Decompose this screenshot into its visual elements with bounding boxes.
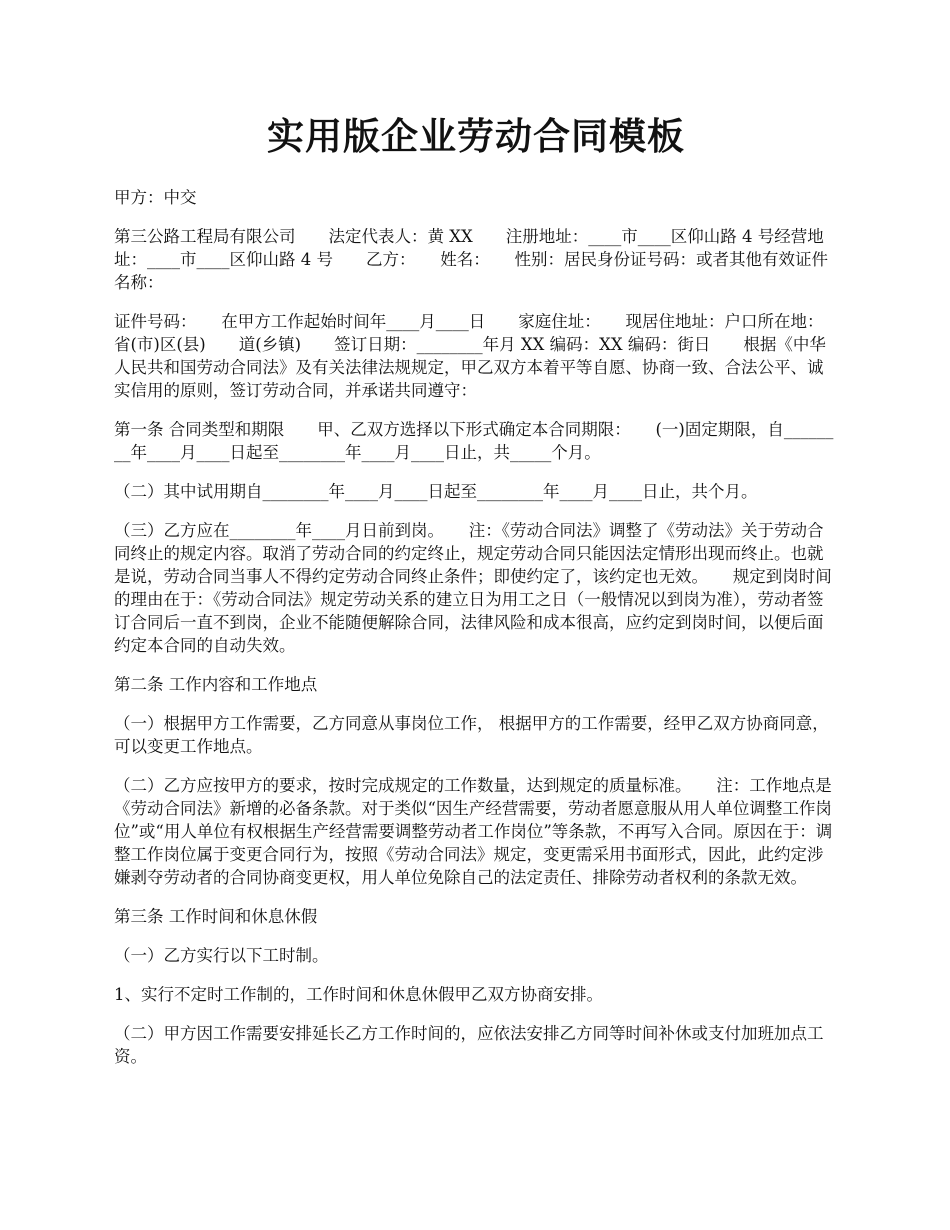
preamble-paragraph: 证件号码： 在甲方工作起始时间年____月____日 家庭住址： 现居住地址：户口所在地：省(市)区(县) 道(乡镇) 签订日期：________年月 XX 编码：XX 编码：街日 根据《中华人民共和国劳动合同法》及有关法律法规规定，甲乙双方本着平等自愿、协商一致、合法公平、诚实信用的原则，签订劳动合同，并承诺共同遵守： bbox=[114, 312, 826, 400]
overtime-paragraph: （二）甲方因工作需要安排延长乙方工作时间的，应依法安排乙方同等时间补休或支付加班加点工资。 bbox=[114, 1024, 824, 1066]
party-a-line: 甲方：中交 bbox=[114, 188, 197, 207]
flexible-hours-paragraph: 1、实行不定时工作制的，工作时间和休息休假甲乙双方协商安排。 bbox=[114, 985, 603, 1004]
article-1-paragraph: 第一条 合同类型和期限 甲、乙双方选择以下形式确定本合同期限： (一)固定期限，自________年____月____日起至________年____月____日止，共_____个月。 bbox=[114, 420, 834, 462]
document-title: 实用版企业劳动合同模板 bbox=[267, 114, 685, 158]
probation-paragraph: （二）其中试用期自________年____月____日起至________年____月____日止，共个月。 bbox=[114, 482, 758, 501]
work-location-note-paragraph: （二）乙方应按甲方的要求，按时完成规定的工作数量，达到规定的质量标准。 注：工作地点是《劳动合同法》新增的必备条款。对于类似“因生产经营需要，劳动者愿意服从用人单位调整工作岗位”或“用人单位有权根据生产经营需要调整劳动者工作岗位”等条款，不再写入合同。原因在于：调整工作岗位属于变更合同行为，按照《劳动合同法》规定，变更需采用书面形式，因此，此约定涉嫌剥夺劳动者的合同协商变更权，用人单位免除自己的法定责任、排除劳动者权利的条款无效。 bbox=[114, 776, 833, 887]
party-info-paragraph: 第三公路工程局有限公司 法定代表人：黄 XX 注册地址：____市____区仰山路 4 号经营地址：____市____区仰山路 4 号 乙方： 姓名： 性别：居民身份证号码：或者其他有效证件名称： bbox=[114, 227, 828, 292]
article-3-heading: 第三条 工作时间和休息休假 bbox=[114, 907, 318, 926]
article-2-heading: 第二条 工作内容和工作地点 bbox=[114, 675, 318, 694]
start-date-note-paragraph: （三）乙方应在________年____月日前到岗。 注：《劳动合同法》调整了《劳动法》关于劳动合同终止的规定内容。取消了劳动合同的约定终止，规定劳动合同只能因法定情形出现而终止。也就是说，劳动合同当事人不得约定劳动合同终止条件；即使约定了，该约定也无效。 规定到岗时间的理由在于：《劳动合同法》规定劳动关系的建立日为用工之日（一般情况以到岗为准），劳动者签订合同后一直不到岗，企业不能随便解除合同，法律风险和成本很高，应约定到岗时间，以便后面约定本合同的自动失效。 bbox=[114, 521, 832, 655]
work-content-paragraph: （一）根据甲方工作需要，乙方同意从事岗位工作， 根据甲方的工作需要，经甲乙双方协商同意，可以变更工作地点。 bbox=[114, 714, 829, 756]
working-hours-paragraph: （一）乙方实行以下工时制。 bbox=[114, 946, 329, 965]
